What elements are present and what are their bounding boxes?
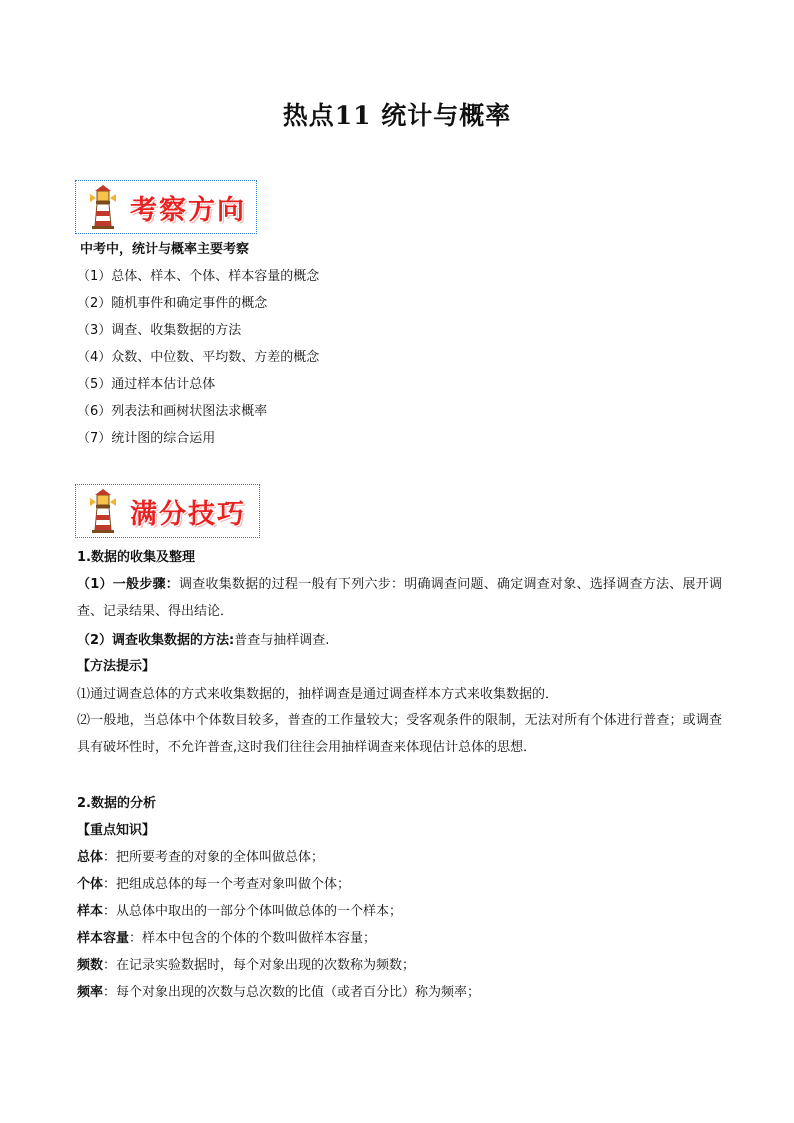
subsection-title: 1.数据的收集及整理 (77, 550, 195, 565)
tip-item: ⑴通过调查总体的方式来收集数据的，抽样调查是通过调查样本方式来收集数据的． (77, 687, 559, 702)
definition-text: ：把所要考查的对象的全体叫做总体； (103, 850, 325, 865)
list-item: （4）众数、中位数、平均数、方差的概念 (77, 350, 320, 365)
step-text: 调查收集数据的过程一般有下列六步：明确调查问题、确定调查对象、选择调查方法、展开调查、记录结果、得出结论． (77, 577, 722, 619)
lighthouse-icon (86, 488, 120, 534)
definition-text: ：样本中包含的个体的个数叫做样本容量； (129, 931, 377, 946)
section-intro: 中考中，统计与概率主要考察 (80, 242, 250, 257)
method-label: （2）调查收集数据的方法: (77, 633, 235, 648)
lighthouse-icon (86, 184, 120, 230)
paragraph-steps (77, 571, 722, 625)
definition-term: 频数 (77, 958, 104, 973)
definition-item (77, 984, 480, 1002)
section-heading: 考察方向 (130, 194, 246, 226)
list-item: （7）统计图的综合运用 (77, 431, 216, 446)
paragraph-methods (77, 632, 329, 650)
list-item: （2）随机事件和确定事件的概念 (77, 296, 268, 311)
list-item: （5）通过样本估计总体 (77, 377, 216, 392)
subsection-title: 2.数据的分析 (77, 796, 156, 811)
definition-term: 个体 (77, 877, 104, 892)
definition-term: 总体 (77, 850, 104, 865)
tip-title: 【方法提示】 (77, 659, 156, 674)
step-label: （1）一般步骤： (77, 577, 180, 592)
definition-item (77, 903, 402, 921)
method-text: 普查与抽样调查. (234, 633, 330, 648)
definition-item (77, 930, 376, 948)
definition-text: ：把组成总体的每一个考查对象叫做个体； (103, 877, 351, 892)
definition-item (77, 957, 415, 975)
list-item: （1）总体、样本、个体、样本容量的概念 (77, 269, 320, 284)
list-item: （6）列表法和画树状图法求概率 (77, 404, 268, 419)
section-heading: 满分技巧 (130, 498, 246, 530)
definition-text: ：每个对象出现的次数与总次数的比值（或者百分比）称为频率； (103, 985, 481, 1000)
definition-term: 样本容量 (77, 931, 130, 946)
definition-term: 频率 (77, 985, 104, 1000)
list-item: （3）调查、收集数据的方法 (77, 323, 242, 338)
page-title: 热点11 统计与概率 (282, 101, 512, 130)
definition-text: ：从总体中取出的一部分个体叫做总体的一个样本； (103, 904, 403, 919)
definition-item (77, 876, 350, 894)
definition-item (77, 849, 324, 867)
definition-text: ：在记录实验数据时，每个对象出现的次数称为频数； (103, 958, 416, 973)
section-banner-exam-focus (75, 180, 257, 234)
definition-term: 样本 (77, 904, 104, 919)
tip-item: ⑵一般地，当总体中个体数目较多，普查的工作量较大；受客观条件的限制，无法对所有个体进行普查；或调查具有破坏性时，不允许普查,这时我们往往会用抽样调查来体现估计总体的思想． (77, 713, 722, 755)
section-banner-scoring-tips (75, 484, 260, 538)
knowledge-title: 【重点知识】 (77, 823, 156, 838)
